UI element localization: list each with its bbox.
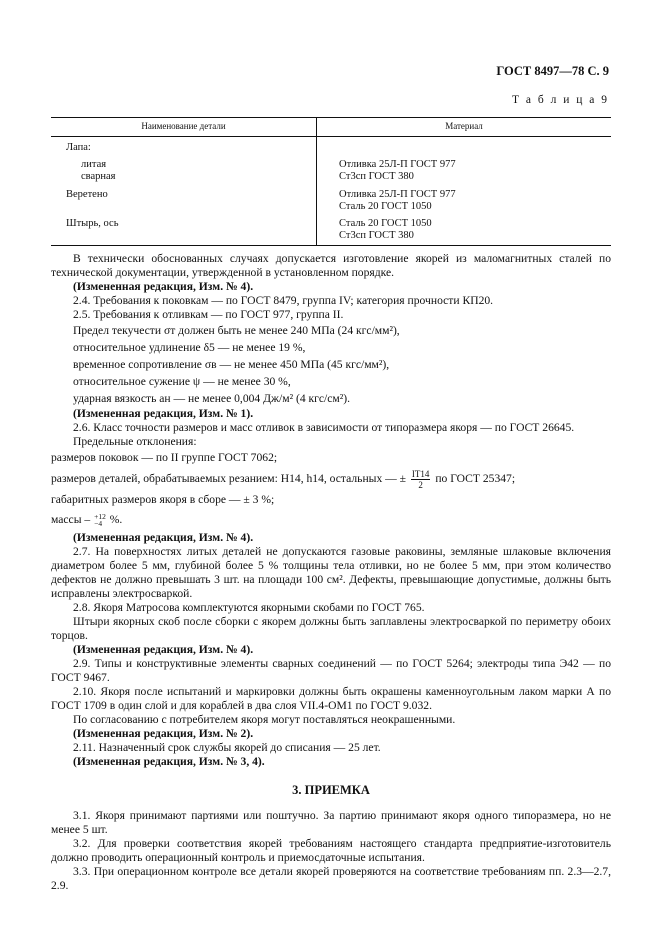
tolerance-line	[51, 467, 611, 491]
edit-note: (Измененная редакция, Изм. № 4).	[73, 531, 254, 544]
table-cell-material: Ст3сп ГОСТ 380	[339, 171, 414, 182]
paragraph: 2.11. Назначенный срок службы якорей до списания — 25 лет.	[73, 741, 381, 754]
paragraph: 2.5. Требования к отливкам — по ГОСТ 977, группа II.	[73, 308, 344, 321]
table-cell-material: Отливка 25Л-П ГОСТ 977	[339, 189, 456, 200]
paragraph: 2.7. На поверхностях литых деталей не допускаются газовые раковины, земляные шлаковые включения диаметром более 5 мм, глубиной более 5 % толщины тела отливки, но не более 5 мм, при этом количество дефектов не должно превышать 3 шт. на площади 100 см². Дефекты, превышающие допустимые, должны быть исправлены электросваркой.	[51, 545, 611, 600]
paragraph: временное сопротивление σв — не менее 450 МПа (45 кгс/мм²),	[73, 358, 390, 371]
mass-text: массы –	[51, 513, 91, 526]
lower-limit: −4	[94, 519, 103, 529]
fraction	[411, 469, 431, 490]
paragraph: 2.10. Якоря после испытаний и маркировки должны быть окрашены каменноугольным лаком марки А по ГОСТ 1709 в один слой и для кораблей в два слоя VII.4-ОМ1 по ГОСТ 9.032.	[51, 685, 611, 712]
paragraph: 2.6. Класс точности размеров и масс отливок в зависимости от типоразмера якоря — по ГОСТ 26645.	[73, 421, 575, 434]
table-cell-material: Отливка 25Л-П ГОСТ 977	[339, 159, 456, 170]
mass-text: %.	[109, 513, 123, 526]
paragraph: В технически обоснованных случаях допускается изготовление якорей из маломагнитных сталей по технической документации, утвержденной в установленном порядке.	[51, 252, 611, 279]
section-title: 3. ПРИЕМКА	[292, 783, 370, 797]
mass-limits	[94, 513, 106, 527]
table-cell-part: Веретено	[66, 189, 108, 200]
paragraph: относительное сужение ψ — не менее 30 %,	[73, 375, 291, 388]
paragraph: 2.4. Требования к поковкам — по ГОСТ 8479, группа IV; категория прочности КП20.	[73, 294, 494, 307]
paragraph: Штыри якорных скоб после сборки с якорем должны быть заплавлены электросваркой по периметру обоих торцов.	[51, 615, 611, 642]
paragraph: По согласованию с потребителем якоря могут поставляться неокрашенными.	[73, 713, 456, 726]
table-cell-part: Штырь, ось	[66, 218, 119, 229]
edit-note: (Измененная редакция, Изм. № 4).	[73, 280, 254, 293]
tolerance-text: размеров деталей, обрабатываемых резанием: H14, h14, остальных — ±	[51, 472, 406, 485]
mass-tolerance-line	[51, 509, 611, 531]
table-cell-material: Ст3сп ГОСТ 380	[339, 230, 414, 241]
upper-limit: +12	[94, 512, 106, 522]
fraction-numerator: IT14	[411, 468, 430, 479]
edit-note: (Измененная редакция, Изм. № 1).	[73, 407, 254, 420]
paragraph: 3.3. При операционном контроле все детали якорей проверяются на соответствие требованиям пп. 2.3—2.7, 2.9.	[51, 865, 611, 892]
table-header-row	[51, 118, 611, 137]
table-cell-part: Лапа:	[66, 142, 91, 153]
table-label: Т а б л и ц а 9	[511, 94, 609, 106]
paragraph: 2.8. Якоря Матросова комплектуются якорными скобами по ГОСТ 765.	[73, 601, 425, 614]
paragraph: размеров поковок — по II группе ГОСТ 7062;	[51, 451, 278, 464]
paragraph: 3.1. Якоря принимают партиями или поштучно. За партию принимают якоря одного типоразмера, но не менее 5 шт.	[51, 809, 611, 836]
column-header-material: Материал	[445, 121, 483, 131]
tolerance-text: по ГОСТ 25347;	[435, 472, 516, 485]
page-header: ГОСТ 8497—78 С. 9	[496, 64, 609, 78]
table-cell-part: сварная	[81, 171, 116, 182]
materials-table	[51, 117, 611, 246]
table-cell-material: Сталь 20 ГОСТ 1050	[339, 218, 432, 229]
table-cell-part: литая	[81, 159, 107, 170]
edit-note: (Измененная редакция, Изм. № 4).	[73, 643, 254, 656]
paragraph: ударная вязкость aн — не менее 0,004 Дж/м² (4 кгс/см²).	[73, 392, 350, 405]
paragraph: 3.2. Для проверки соответствия якорей требованиям настоящего стандарта предприятие-изготовитель должно проводить операционный контроль и приемосдаточные испытания.	[51, 837, 611, 864]
body-text	[51, 252, 611, 893]
fraction-denominator: 2	[418, 479, 423, 490]
edit-note: (Измененная редакция, Изм. № 2).	[73, 727, 254, 740]
column-header-part: Наименование детали	[141, 121, 226, 131]
paragraph: Предел текучести σт должен быть не менее 240 МПа (24 кгс/мм²),	[73, 324, 400, 337]
table-cell-material: Сталь 20 ГОСТ 1050	[339, 201, 432, 212]
edit-note: (Измененная редакция, Изм. № 3, 4).	[73, 755, 265, 768]
table-divider	[316, 118, 317, 245]
paragraph: габаритных размеров якоря в сборе — ± 3 %;	[51, 493, 275, 506]
paragraph: относительное удлинение δ5 — не менее 19 %,	[73, 341, 306, 354]
paragraph: Предельные отклонения:	[73, 435, 197, 448]
paragraph: 2.9. Типы и конструктивные элементы сварных соединений — по ГОСТ 5264; электроды типа Э42 — по ГОСТ 9467.	[51, 657, 611, 684]
